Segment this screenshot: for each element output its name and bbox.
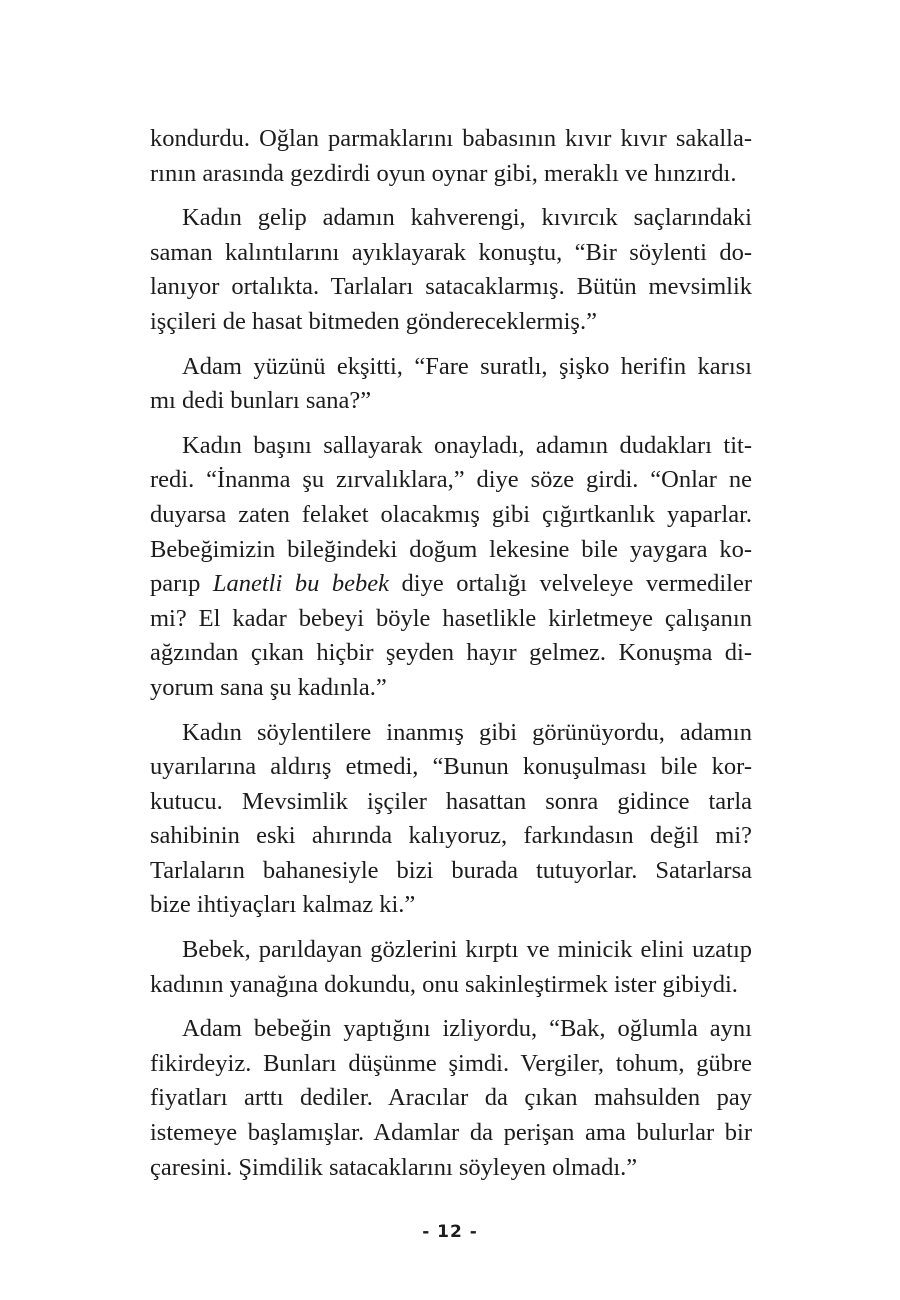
text-line: işçileri de hasat bitmeden göndereceklermiş.” — [150, 307, 597, 335]
text-line: bize ihtiyaçları kalmaz ki.” — [150, 891, 416, 919]
page-number: - 12 - — [422, 1222, 478, 1242]
text-line: kadının yanağına dokundu, onu sakinleştirmek ister gibiydi. — [150, 970, 738, 998]
text-line: mı dedi bunları sana?” — [150, 387, 372, 415]
text-line: kutucu. Mevsimlik işçiler hasattan sonra gidince tarla — [150, 787, 752, 815]
paragraph-4 — [150, 429, 752, 706]
text-line: Kadın gelip adamın kahverengi, kıvırcık saçlarındaki — [182, 204, 752, 232]
page-body — [150, 122, 752, 1195]
text-run: parıp — [150, 570, 213, 598]
text-line: ağzından çıkan hiçbir şeyden hayır gelmez. Konuşma di- — [150, 639, 752, 667]
text-line: mi? El kadar bebeyi böyle hasetlikle kirletmeye çalışanın — [150, 604, 752, 632]
paragraph-2 — [150, 201, 752, 339]
text-line: Adam bebeğin yaptığını izliyordu, “Bak, oğlumla aynı — [182, 1015, 752, 1043]
text-line: fikirdeyiz. Bunları düşünme şimdi. Vergiler, tohum, gübre — [150, 1049, 752, 1077]
paragraph-1 — [150, 122, 752, 191]
text-line: saman kalıntılarını ayıklayarak konuştu, “Bir söylenti do- — [150, 238, 752, 266]
text-line: redi. “İnanma şu zırvalıklara,” diye söze girdi. “Onlar ne — [150, 466, 752, 494]
text-line: sahibinin eski ahırında kalıyoruz, farkındasın değil mi? — [150, 822, 752, 850]
text-line: uyarılarına aldırış etmedi, “Bunun konuşulması bile kor- — [150, 753, 752, 781]
text-line: duyarsa zaten felaket olacakmış gibi çığırtkanlık yaparlar. — [150, 500, 752, 528]
text-line: fiyatları arttı dediler. Aracılar da çıkan mahsulden pay — [150, 1084, 752, 1112]
text-line: lanıyor ortalıkta. Tarlaları satacaklarmış. Bütün mevsimlik — [150, 273, 752, 301]
text-run: diye ortalığı velveleye vermediler — [388, 570, 753, 598]
paragraph-5 — [150, 716, 752, 924]
text-line: kondurdu. Oğlan parmaklarını babasının kıvır kıvır sakalla- — [150, 125, 752, 152]
text-line-with-italic — [150, 567, 752, 602]
paragraph-6 — [150, 933, 752, 1002]
text-line: Tarlaların bahanesiyle bizi burada tutuyorlar. Satarlarsa — [150, 856, 752, 884]
text-line: rının arasında gezdirdi oyun oynar gibi, meraklı ve hınzırdı. — [150, 159, 737, 187]
paragraph-7 — [150, 1012, 752, 1185]
text-line: Bebek, parıldayan gözlerini kırptı ve minicik elini uzatıp — [182, 936, 752, 964]
text-line: çaresini. Şimdilik satacaklarını söyleyen olmadı.” — [150, 1153, 638, 1181]
text-line: Kadın başını sallayarak onayladı, adamın dudakları tit- — [182, 431, 752, 459]
text-line: Kadın söylentilere inanmış gibi görünüyordu, adamın — [182, 718, 752, 746]
italic-phrase: Lanetli bu bebek — [212, 570, 389, 598]
text-line: yorum sana şu kadınla.” — [150, 673, 387, 701]
text-line: istemeye başlamışlar. Adamlar da perişan ama bulurlar bir — [150, 1119, 752, 1147]
text-line: Adam yüzünü ekşitti, “Fare suratlı, şişko herifin karısı — [182, 352, 752, 380]
paragraph-3 — [150, 350, 752, 419]
text-line: Bebeğimizin bileğindeki doğum lekesine bile yaygara ko- — [150, 535, 752, 563]
